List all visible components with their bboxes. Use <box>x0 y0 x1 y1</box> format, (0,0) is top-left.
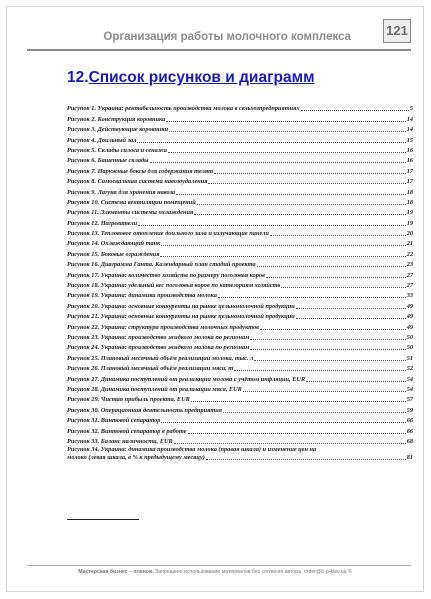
toc-entry[interactable] <box>67 373 413 383</box>
toc-entry-page: 51 <box>406 354 413 362</box>
toc-entry-page: 14 <box>406 126 413 134</box>
toc-entry[interactable] <box>67 228 413 238</box>
toc-entry[interactable] <box>67 207 413 217</box>
toc-leader-dots <box>257 266 406 267</box>
toc-leader-dots <box>137 142 405 143</box>
toc-leader-dots <box>296 318 406 319</box>
toc-leader-dots <box>191 401 406 402</box>
footer-brand: Мастерская бизнес – планов. <box>78 569 154 575</box>
toc-entry-label-line2: молоко (левая шкала, в % к предыдущему месяцу) <box>67 453 205 461</box>
toc-entry-page: 50 <box>406 333 413 341</box>
toc-entry-label: Рисунок 26. Плановый месячный объём реализации мяса, т <box>67 365 234 373</box>
toc-leader-dots <box>168 152 406 153</box>
document-page <box>6 6 424 592</box>
toc-entry-label: Рисунок 23. Украина: производство жидкого молока по регионам <box>67 333 250 341</box>
toc-entry-label: Рисунок 1. Украина: рентабельность производства молока в сельхозпредприятиях <box>67 105 300 113</box>
toc-leader-dots <box>161 245 405 246</box>
toc-entry-label: Рисунок 5. Склады силоса и сенажа <box>67 146 167 154</box>
footer-divider <box>27 565 411 566</box>
toc-entry[interactable] <box>67 321 413 331</box>
toc-entry-page: 49 <box>406 302 413 310</box>
toc-entry[interactable] <box>67 217 413 227</box>
toc-leader-dots <box>266 277 406 278</box>
section-heading <box>67 69 315 87</box>
toc-entry[interactable] <box>67 103 413 113</box>
toc-leader-dots <box>250 349 405 350</box>
toc-entry[interactable] <box>67 113 413 123</box>
toc-entry-label: Рисунок 12. Нагреватели <box>67 219 138 227</box>
toc-entry[interactable] <box>67 186 413 196</box>
toc-leader-dots <box>197 204 406 205</box>
toc-entry[interactable] <box>67 415 413 425</box>
toc-entry-page: 27 <box>406 282 413 290</box>
toc-entry-label: Рисунок 9. Лагуна для хранения навоза <box>67 188 176 196</box>
toc-entry-page: 68 <box>406 437 413 445</box>
toc-leader-dots <box>169 131 406 132</box>
toc-entry[interactable] <box>67 290 413 300</box>
toc-entry-label: Рисунок 31. Винтовой сепаратор <box>67 417 161 425</box>
toc-entry[interactable] <box>67 238 413 248</box>
toc-entry-page: 19 <box>406 219 413 227</box>
toc-entry[interactable] <box>67 280 413 290</box>
toc-entry[interactable] <box>67 176 413 186</box>
toc-entry[interactable] <box>67 311 413 321</box>
toc-leader-dots <box>176 194 406 195</box>
toc-leader-dots <box>174 443 406 444</box>
toc-entry-page: 16 <box>406 157 413 165</box>
toc-entry-page: 52 <box>406 365 413 373</box>
toc-leader-dots <box>218 297 406 298</box>
toc-leader-dots <box>301 110 409 111</box>
toc-leader-dots <box>223 412 406 413</box>
toc-entry-label: Рисунок 13. Теплововое отопление доильного зала и излучающие панели <box>67 230 269 238</box>
toc-leader-dots <box>160 256 405 257</box>
toc-entry-label: Рисунок 19. Украина: динамика производства молока <box>67 292 217 300</box>
toc-entry-label: Рисунок 10. Система вентиляции помещений <box>67 198 196 206</box>
section-number: 12. <box>67 69 89 86</box>
toc-entry-label: Рисунок 3. Действующие коровники <box>67 126 169 134</box>
toc-entry-label: Рисунок 18. Украина: удельный вес поголовья коров по категориям хозяйств <box>67 282 281 290</box>
toc-leader-dots <box>281 287 405 288</box>
toc-entry-page: 5 <box>409 105 413 113</box>
toc-entry[interactable] <box>67 342 413 352</box>
list-of-figures <box>67 103 413 464</box>
toc-entry-label: Рисунок 27. Динамика поступлений от реализации молока с учётом инфляции, EUR <box>67 375 306 383</box>
toc-entry[interactable] <box>67 197 413 207</box>
toc-entry[interactable] <box>67 300 413 310</box>
toc-entry-label: Рисунок 30. Операционная деятельность предприятия <box>67 406 222 414</box>
toc-entry-page: 17 <box>406 167 413 175</box>
toc-entry-label: Рисунок 17. Украина: количество хозяйств по размеру поголовья коров <box>67 271 265 279</box>
toc-entry-label: Рисунок 7. Наружные боксы для содержания телят <box>67 167 213 175</box>
toc-entry-label: Рисунок 6. Башенные склады <box>67 157 149 165</box>
toc-entry-label: Рисунок 29. Чистая прибыль проекта, EUR <box>67 396 190 404</box>
toc-entry-page: 18 <box>406 198 413 206</box>
toc-entry-label: Рисунок 28. Динамика поступлений от реализации мяса, EUR <box>67 385 242 393</box>
toc-entry-page: 57 <box>406 396 413 404</box>
toc-entry-page: 18 <box>406 188 413 196</box>
toc-leader-dots <box>250 339 405 340</box>
toc-leader-dots <box>306 381 406 382</box>
toc-entry[interactable] <box>67 446 413 464</box>
toc-leader-dots <box>296 308 406 309</box>
toc-leader-dots <box>208 183 405 184</box>
toc-leader-dots <box>260 329 406 330</box>
toc-entry-label: Рисунок 22. Украина: структура производства молочных продуктов <box>67 323 259 331</box>
toc-entry[interactable] <box>67 332 413 342</box>
toc-entry-page: 19 <box>406 209 413 217</box>
toc-entry-label: Рисунок 24. Украина: производство жидкого молока по регионам <box>67 344 250 352</box>
toc-entry-page: 17 <box>406 178 413 186</box>
toc-entry-label: Рисунок 33. Баланс наличности, EUR <box>67 437 173 445</box>
toc-entry-page: 33 <box>406 292 413 300</box>
toc-leader-dots <box>150 162 406 163</box>
toc-leader-dots <box>161 422 405 423</box>
toc-entry-page: 15 <box>406 136 413 144</box>
toc-entry-page: 21 <box>406 240 413 248</box>
toc-entry-page: 20 <box>406 230 413 238</box>
toc-entry[interactable] <box>67 436 413 446</box>
toc-entry-page: 66 <box>406 417 413 425</box>
toc-leader-dots <box>166 121 405 122</box>
toc-entry[interactable] <box>67 425 413 435</box>
toc-entry-label: Рисунок 8. Самосвальная система навозоудаления <box>67 178 208 186</box>
page-header <box>27 23 411 51</box>
toc-entry-page: 66 <box>406 427 413 435</box>
footer-text: Запрещено использование материалов без согласия автора. order@b-p-kiev.ua © <box>155 569 352 575</box>
toc-entry-label: Рисунок 32. Винтовой сепаратор в работе <box>67 427 187 435</box>
toc-entry-page: 27 <box>406 271 413 279</box>
toc-entry[interactable] <box>67 259 413 269</box>
toc-entry[interactable] <box>67 248 413 258</box>
toc-entry-page: 14 <box>406 115 413 123</box>
header-title: Организация работы молочного комплекса <box>103 31 351 43</box>
toc-entry-label: Рисунок 14. Охлаждающий танк <box>67 240 161 248</box>
toc-entry[interactable] <box>67 134 413 144</box>
toc-entry[interactable] <box>67 394 413 404</box>
toc-leader-dots <box>234 370 406 371</box>
toc-entry-label: Рисунок 15. Боковые ограждения <box>67 250 160 258</box>
toc-leader-dots <box>270 235 406 236</box>
toc-leader-dots <box>138 225 406 226</box>
toc-entry-page: 22 <box>406 250 413 258</box>
toc-entry-label: Рисунок 11. Элементы системы охлаждения <box>67 209 194 217</box>
toc-leader-dots <box>214 173 406 174</box>
toc-entry[interactable] <box>67 124 413 134</box>
toc-entry[interactable] <box>67 155 413 165</box>
toc-entry[interactable] <box>67 363 413 373</box>
footnote-separator <box>67 519 139 520</box>
toc-entry[interactable] <box>67 404 413 414</box>
toc-entry-page: 49 <box>406 323 413 331</box>
toc-entry-label: Рисунок 16. Диаграмма Ганта. Календарный план стадий проекта <box>67 261 256 269</box>
toc-entry-page: 23 <box>406 261 413 269</box>
toc-entry[interactable] <box>67 145 413 155</box>
toc-entry-page: 59 <box>406 406 413 414</box>
toc-entry-label: Рисунок 4. Доильный зал <box>67 136 137 144</box>
toc-leader-dots <box>206 459 406 460</box>
page-footer <box>7 569 423 575</box>
page-number: 121 <box>383 19 411 43</box>
toc-entry-label-line1: Рисунок 34. Украина: динамика производства молока (правая шкала) и изменение цен на <box>67 445 317 453</box>
toc-leader-dots <box>194 214 405 215</box>
toc-entry[interactable] <box>67 269 413 279</box>
section-title: Список рисунков и диаграмм <box>88 69 315 86</box>
toc-entry-label: Рисунок 21. Украина: основные конкуренты на рынке цельномолочной продукции <box>67 313 295 321</box>
toc-entry-label: Рисунок 20. Украина: основные конкуренты на рынке цельномолочной продукции <box>67 302 295 310</box>
toc-leader-dots <box>243 391 406 392</box>
toc-leader-dots <box>188 433 406 434</box>
toc-entry-page: 54 <box>406 385 413 393</box>
toc-leader-dots <box>254 360 405 361</box>
toc-entry-page: 49 <box>406 313 413 321</box>
toc-entry-label: Рисунок 25. Плановый месячный объём реализации молока, тыс. л <box>67 354 254 362</box>
toc-entry[interactable] <box>67 165 413 175</box>
toc-entry-page: 50 <box>406 344 413 352</box>
toc-entry[interactable] <box>67 352 413 362</box>
toc-entry-page: 16 <box>406 146 413 154</box>
toc-entry-page: 81 <box>406 453 413 461</box>
toc-entry-page: 54 <box>406 375 413 383</box>
toc-entry-label: Рисунок 2. Конструкция коровника <box>67 115 166 123</box>
toc-entry[interactable] <box>67 384 413 394</box>
